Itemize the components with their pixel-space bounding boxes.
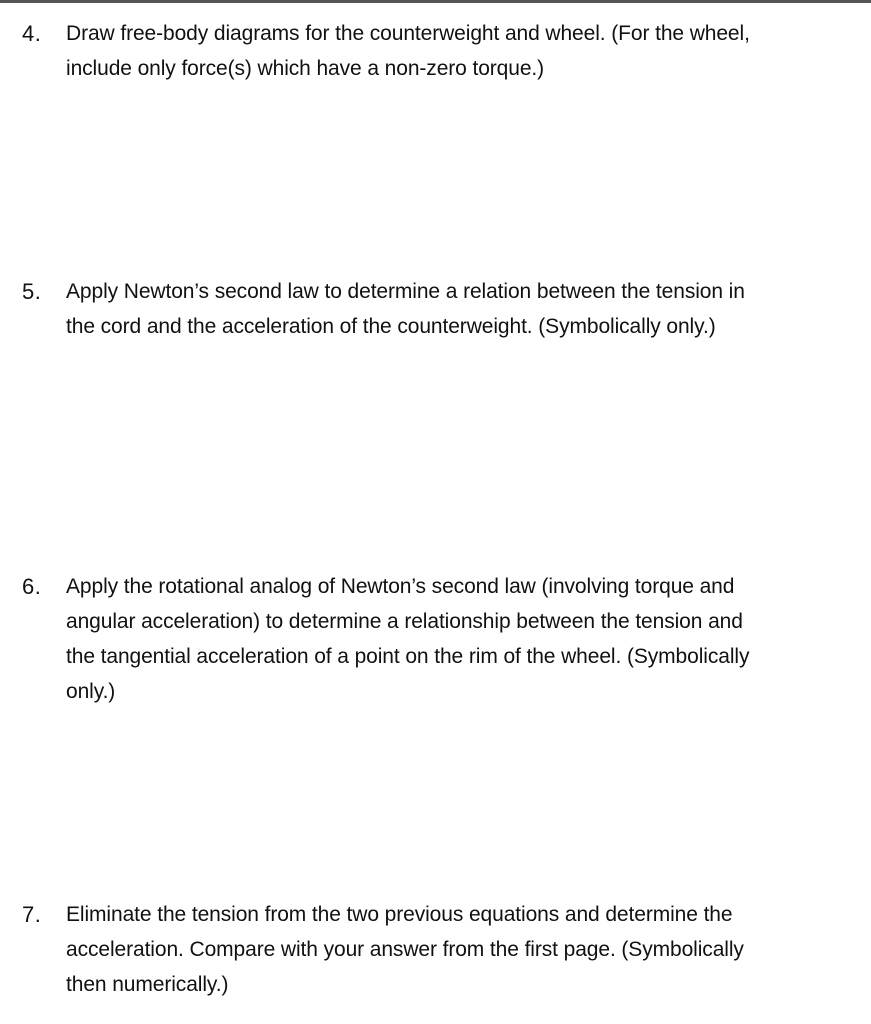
question-number: 4. [22,21,42,46]
question-text-line: Apply the rotational analog of Newton’s second law (involving torque and [66,575,735,598]
question-text [66,16,866,86]
question-text-line: acceleration. Compare with your answer from the first page. (Symbolically [66,938,744,961]
question-text-line: Draw free-body diagrams for the counterweight and wheel. (For the wheel, [66,22,750,45]
question-text-line: the tangential acceleration of a point on the rim of the wheel. (Symbolically [66,645,750,668]
question-text [66,897,866,1002]
question-text [66,569,866,709]
top-border-rule [0,0,871,3]
question-text-line: Eliminate the tension from the two previous equations and determine the [66,903,733,926]
question-number: 6. [22,574,42,599]
question-text-line: Apply Newton’s second law to determine a relation between the tension in [66,280,745,303]
question-number: 5. [22,279,42,304]
question-number: 7. [22,902,42,927]
question-text-line: the cord and the acceleration of the counterweight. (Symbolically only.) [66,315,716,338]
question-text-line: then numerically.) [66,973,229,996]
question-text-line: include only force(s) which have a non-zero torque.) [66,57,545,80]
question-text-line: angular acceleration) to determine a relationship between the tension and [66,610,743,633]
question-text [66,274,866,344]
question-text-line: only.) [66,680,116,703]
